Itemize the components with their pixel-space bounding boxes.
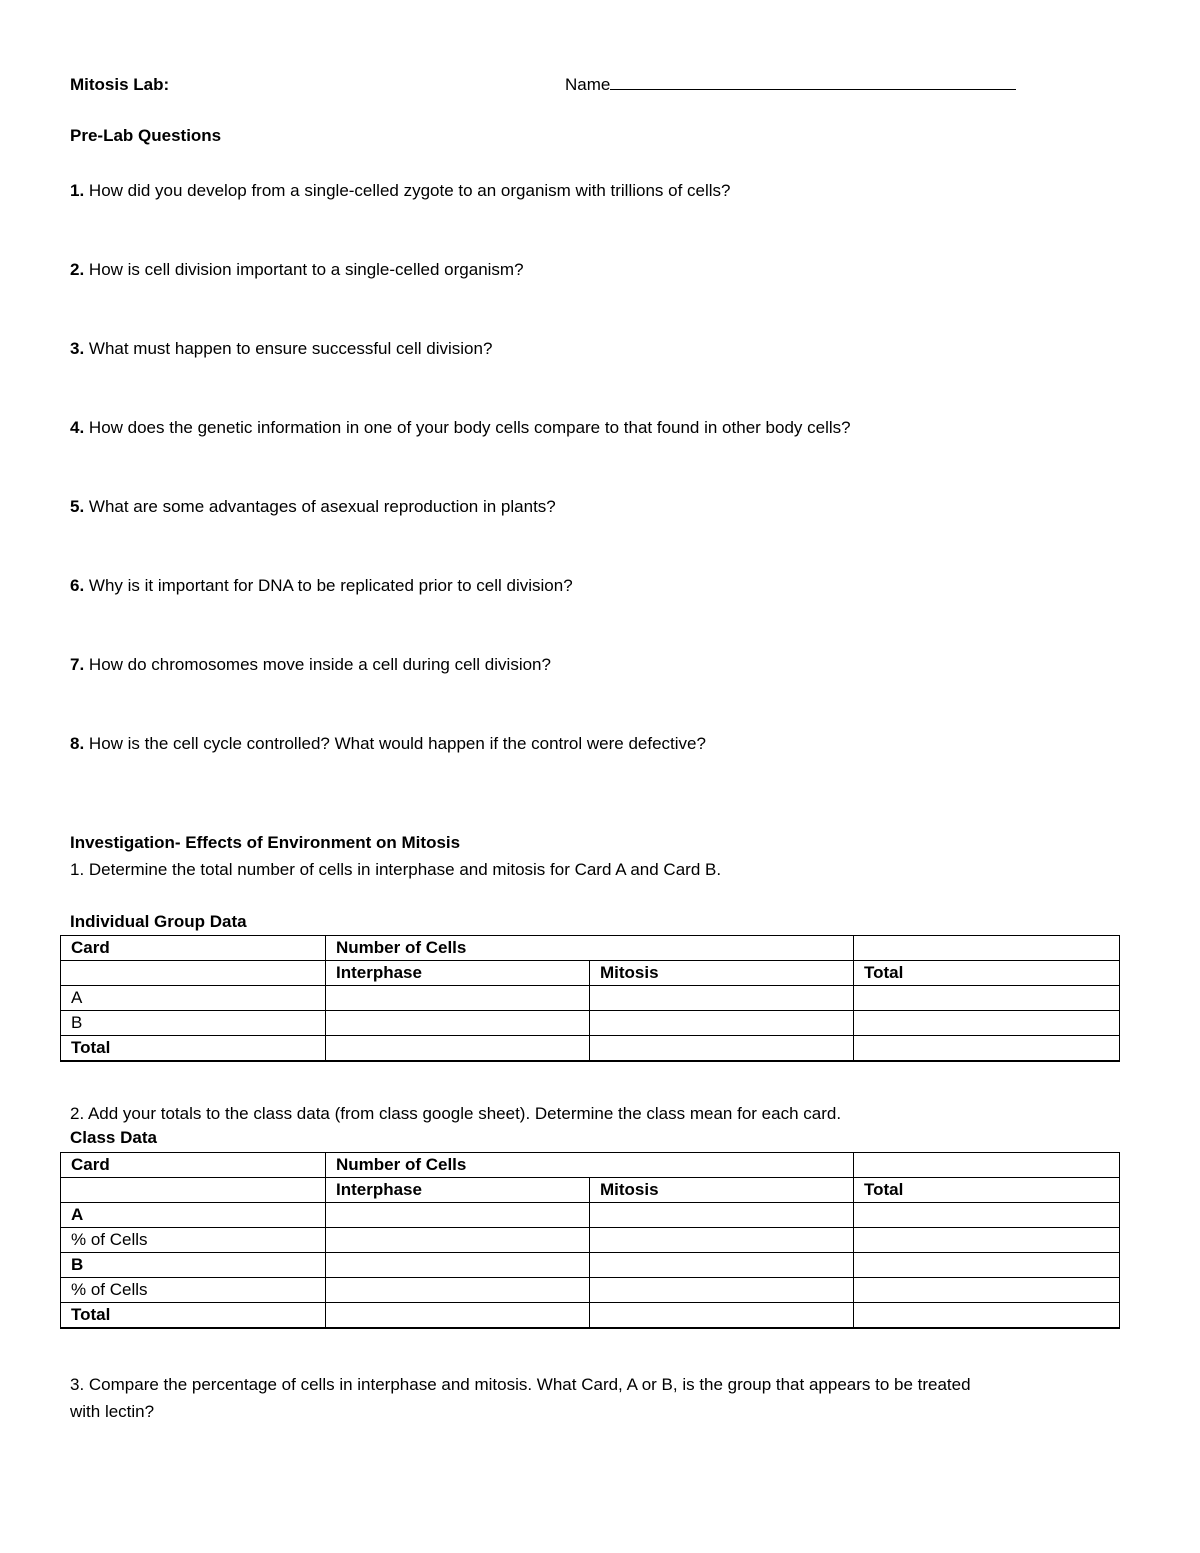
table-cell[interactable] — [590, 1203, 854, 1228]
table-row — [61, 1036, 1120, 1062]
prelab-question: 2. How is cell division important to a single-celled organism? — [70, 260, 524, 279]
investigation-step-3-line-2: with lectin? — [70, 1402, 155, 1421]
table-row — [61, 1228, 1120, 1253]
table-cell[interactable] — [854, 986, 1120, 1011]
table-cell[interactable] — [326, 1278, 590, 1303]
table-row — [61, 986, 1120, 1011]
table-row — [61, 1203, 1120, 1228]
table-cell[interactable] — [61, 1178, 326, 1203]
table-cell[interactable] — [854, 1153, 1120, 1178]
row-label-total: Total — [61, 1303, 326, 1329]
table-cell[interactable] — [590, 1278, 854, 1303]
table-cell[interactable] — [590, 1253, 854, 1278]
table-cell[interactable] — [854, 1036, 1120, 1062]
prelab-question: 5. What are some advantages of asexual reproduction in plants? — [70, 497, 556, 516]
name-blank-line — [610, 75, 1016, 90]
table-cell[interactable] — [326, 1253, 590, 1278]
name-field[interactable] — [565, 75, 1016, 95]
table-cell[interactable] — [326, 1036, 590, 1062]
table-cell[interactable] — [326, 1203, 590, 1228]
table-cell[interactable] — [326, 1303, 590, 1329]
class-data-table — [60, 1152, 1120, 1329]
row-label-percent-b: % of Cells — [61, 1278, 326, 1303]
table-cell[interactable] — [854, 1203, 1120, 1228]
table-cell[interactable] — [854, 1011, 1120, 1036]
group-table-title: Individual Group Data — [70, 912, 247, 931]
table-row — [61, 1011, 1120, 1036]
table-cell[interactable] — [854, 1253, 1120, 1278]
row-label-a: A — [61, 986, 326, 1011]
table-cell[interactable] — [326, 1011, 590, 1036]
prelab-question: 6. Why is it important for DNA to be replicated prior to cell division? — [70, 576, 573, 595]
table-cell[interactable] — [854, 1228, 1120, 1253]
row-label-total: Total — [61, 1036, 326, 1062]
table-cell[interactable] — [61, 961, 326, 986]
prelab-question: 8. How is the cell cycle controlled? What would happen if the control were defective? — [70, 734, 706, 753]
name-label: Name — [565, 75, 611, 94]
row-label-a: A — [61, 1203, 326, 1228]
investigation-heading: Investigation- Effects of Environment on Mitosis — [70, 833, 461, 852]
table-cell[interactable] — [854, 1278, 1120, 1303]
investigation-step-3-line-1: 3. Compare the percentage of cells in interphase and mitosis. What Card, A or B, is the group that appears to be treated — [70, 1375, 971, 1394]
col-header-mitosis: Mitosis — [590, 1178, 854, 1203]
group-data-table — [60, 935, 1120, 1062]
col-header-number-of-cells: Number of Cells — [326, 1153, 854, 1178]
investigation-step-1: 1. Determine the total number of cells in interphase and mitosis for Card A and Card B. — [70, 860, 722, 879]
investigation-step-2: 2. Add your totals to the class data (from class google sheet). Determine the class mean for each card. — [70, 1104, 842, 1123]
prelab-question: 3. What must happen to ensure successful cell division? — [70, 339, 493, 358]
table-row — [61, 1303, 1120, 1329]
table-cell[interactable] — [590, 986, 854, 1011]
row-label-b: B — [61, 1253, 326, 1278]
table-row — [61, 1278, 1120, 1303]
table-cell[interactable] — [326, 1228, 590, 1253]
table-cell[interactable] — [326, 986, 590, 1011]
prelab-question: 7. How do chromosomes move inside a cell during cell division? — [70, 655, 551, 674]
table-cell[interactable] — [854, 936, 1120, 961]
prelab-heading: Pre-Lab Questions — [70, 126, 222, 145]
col-header-total: Total — [854, 961, 1120, 986]
col-header-card: Card — [61, 1153, 326, 1178]
class-table-title: Class Data — [70, 1128, 157, 1147]
table-row — [61, 1178, 1120, 1203]
table-row — [61, 936, 1120, 961]
table-row — [61, 1253, 1120, 1278]
table-cell[interactable] — [590, 1036, 854, 1062]
worksheet-title: Mitosis Lab: — [70, 75, 170, 94]
col-header-interphase: Interphase — [326, 1178, 590, 1203]
table-row — [61, 1153, 1120, 1178]
table-cell[interactable] — [590, 1011, 854, 1036]
table-row — [61, 961, 1120, 986]
col-header-card: Card — [61, 936, 326, 961]
col-header-interphase: Interphase — [326, 961, 590, 986]
table-cell[interactable] — [854, 1303, 1120, 1329]
col-header-number-of-cells: Number of Cells — [326, 936, 854, 961]
col-header-total: Total — [854, 1178, 1120, 1203]
row-label-b: B — [61, 1011, 326, 1036]
table-cell[interactable] — [590, 1228, 854, 1253]
prelab-question: 1. How did you develop from a single-celled zygote to an organism with trillions of cells? — [70, 181, 731, 200]
table-cell[interactable] — [590, 1303, 854, 1329]
prelab-question: 4. How does the genetic information in one of your body cells compare to that found in other body cells? — [70, 418, 851, 437]
row-label-percent-a: % of Cells — [61, 1228, 326, 1253]
col-header-mitosis: Mitosis — [590, 961, 854, 986]
